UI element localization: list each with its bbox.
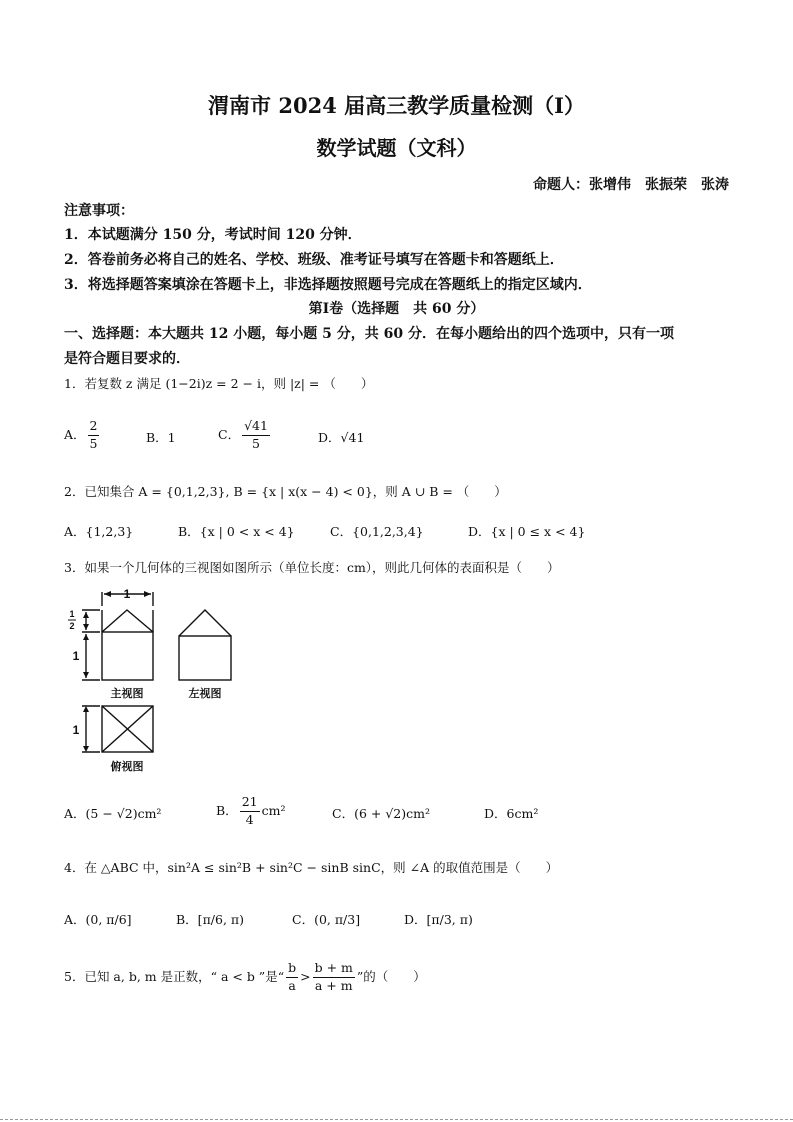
page-bottom-rule: [0, 1119, 793, 1120]
note-item: 1．本试题满分 150 分，考试时间 120 分钟．: [64, 227, 362, 243]
note-item: 2．答卷前务必将自己的姓名、学校、班级、准考证号填写在答题卡和答题纸上．: [64, 252, 564, 268]
three-view-figure: [64, 584, 239, 776]
question-1-stem: 1．若复数 z 满足 (1−2i)z = 2 − i，则 |z| = （ ）: [64, 376, 374, 391]
section-title: 第Ⅰ卷（选择题 共 60 分）: [308, 301, 485, 317]
dim-half-num: 1: [69, 609, 75, 619]
question-1-option-a: A． $\frac{2}{5}$: [64, 418, 98, 451]
question-2-stem: 2．已知集合 A = {0,1,2,3}, B = {x | x(x − 4) < 0}，则 A ∪ B = （ ）: [64, 484, 507, 499]
note-item: 3．将选择题答案填涂在答题卡上，非选择题按照题号完成在答题纸上的指定区域内．: [64, 277, 592, 293]
question-1-option-d: D．√41: [318, 430, 365, 445]
question-3-option-c: C．(6 + √2)cm²: [332, 806, 430, 821]
question-2-option-a: A．{1,2,3}: [64, 524, 134, 539]
side-view-label: 左视图: [188, 688, 222, 700]
notes-heading: 注意事项：: [64, 203, 134, 219]
authors: 命题人：张增伟 张振荣 张涛: [533, 177, 729, 193]
question-3-option-a: A．(5 − √2)cm²: [64, 806, 162, 821]
question-4-stem: 4．在 △ABC 中，sin²A ≤ sin²B + sin²C − sinB sinC，则 ∠A 的取值范围是（ ）: [64, 860, 559, 875]
exam-subtitle: 数学试题（文科）: [316, 136, 477, 160]
dim-half-den: 2: [69, 621, 75, 631]
question-1-option-c: C． $\frac{√41}{5}$: [218, 418, 268, 451]
question-4-option-a: A．(0, π/6]: [64, 912, 132, 927]
question-4-option-c: C．(0, π/3]: [292, 912, 361, 927]
question-3-stem: 3．如果一个几何体的三视图如图所示（单位长度：cm），则此几何体的表面积是（ ）: [64, 560, 560, 575]
dim-top: 1: [72, 723, 80, 737]
question-2-option-b: B．{x | 0 < x < 4}: [178, 524, 295, 539]
question-1-option-b: B．1: [146, 430, 176, 445]
exam-title: 渭南市 2024 届高三教学质量检测（Ⅰ）: [208, 93, 585, 118]
question-3-option-b: B． $\frac{21}{4}$ cm²: [216, 794, 286, 827]
dim-width: 1: [123, 587, 131, 601]
question-5-stem: 5．已知 a, b, m 是正数，“ a < b ”是“ $\frac{b}{a}$ > $\frac{b + m}{a + m}$ ”的（ ）: [64, 960, 426, 993]
question-3-option-d: D．6cm²: [484, 806, 539, 821]
front-view-label: 主视图: [110, 688, 144, 700]
question-2-option-c: C．{0,1,2,3,4}: [330, 524, 424, 539]
dim-body: 1: [72, 649, 80, 663]
top-view-label: 俯视图: [110, 761, 144, 773]
section-intro-line2: 是符合题目要求的．: [64, 351, 190, 367]
question-4-option-b: B．[π/6, π): [176, 912, 244, 927]
section-intro-line1: 一、选择题：本大题共 12 小题，每小题 5 分，共 60 分．在每小题给出的四个选项中，只有一项: [64, 326, 674, 342]
question-4-option-d: D．[π/3, π): [404, 912, 473, 927]
question-2-option-d: D．{x | 0 ≤ x < 4}: [468, 524, 586, 539]
